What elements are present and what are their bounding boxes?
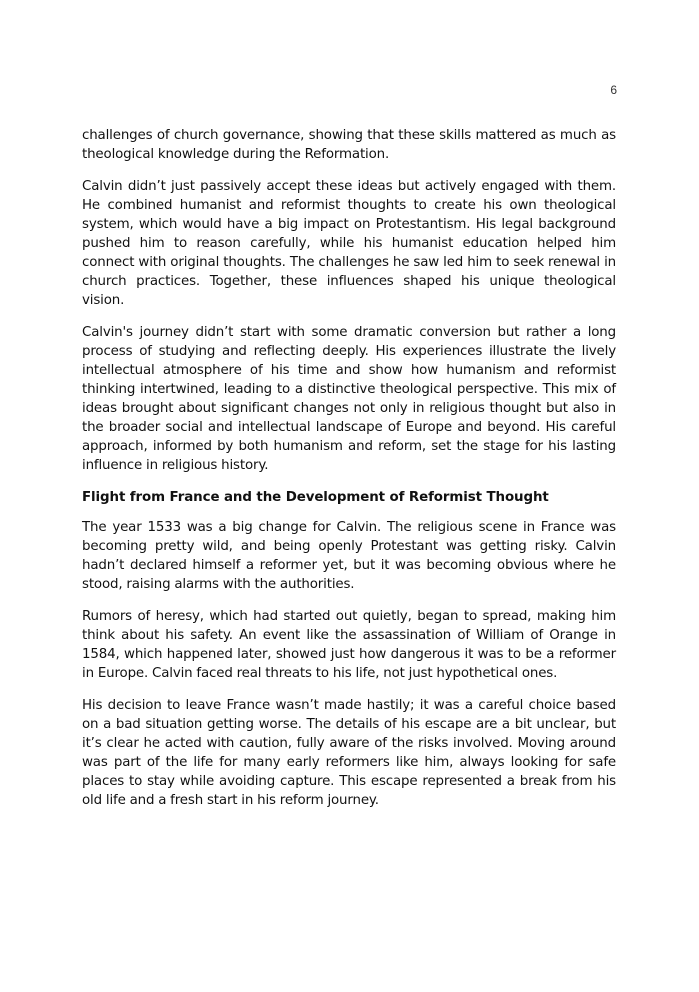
paragraph-rumors-of-heresy: Rumors of heresy, which had started out quietly, began to spread, making him think about his safety. An event like the assassination of William of Orange in 1584, which happened later, showed just how dangerous it was to be a reformer in Europe. Calvin faced real threats to his life, not just hypothetical ones. xyxy=(82,609,616,681)
paragraph-calvin-journey: Calvin's journey didn’t start with some dramatic conversion but rather a long process of studying and reflecting deeply. His experiences illustrate the lively intellectual atmosphere of his time and show how humanism and reformist thinking intertwined, leading to a distinctive theological perspective. This mix of ideas brought about significant changes not only in religious thought but also in the broader social and intellectual landscape of Europe and beyond. His careful approach, informed by both humanism and reform, set the stage for his lasting influence in religious history. xyxy=(82,325,616,473)
paragraph-continued: challenges of church governance, showing that these skills mattered as much as theological knowledge during the Reformation. xyxy=(82,128,616,162)
paragraph-calvin-engagement: Calvin didn’t just passively accept these ideas but actively engaged with them. He combined humanist and reformist thoughts to create his own theological system, which would have a big impact on Protestantism. His legal background pushed him to reason carefully, while his humanist education helped him connect with original thoughts. The challenges he saw led him to seek renewal in church practices. Together, these influences shaped his unique theological vision. xyxy=(82,179,616,308)
paragraph-decision-to-leave: His decision to leave France wasn’t made hastily; it was a careful choice based on a bad situation getting worse. The details of his escape are a bit unclear, but it’s clear he acted with caution, fully aware of the risks involved. Moving around was part of the life for many early reformers like him, always looking for safe places to stay while avoiding capture. This escape represented a break from his old life and a fresh start in his reform journey. xyxy=(82,698,616,808)
page-number: 6 xyxy=(610,83,617,97)
document-body xyxy=(82,126,616,823)
paragraph-year-1533: The year 1533 was a big change for Calvin. The religious scene in France was becoming pretty wild, and being openly Protestant was getting risky. Calvin hadn’t declared himself a reformer yet, but it was becoming obvious where he stood, raising alarms with the authorities. xyxy=(82,520,616,592)
section-heading: Flight from France and the Development of Reformist Thought xyxy=(82,490,549,505)
